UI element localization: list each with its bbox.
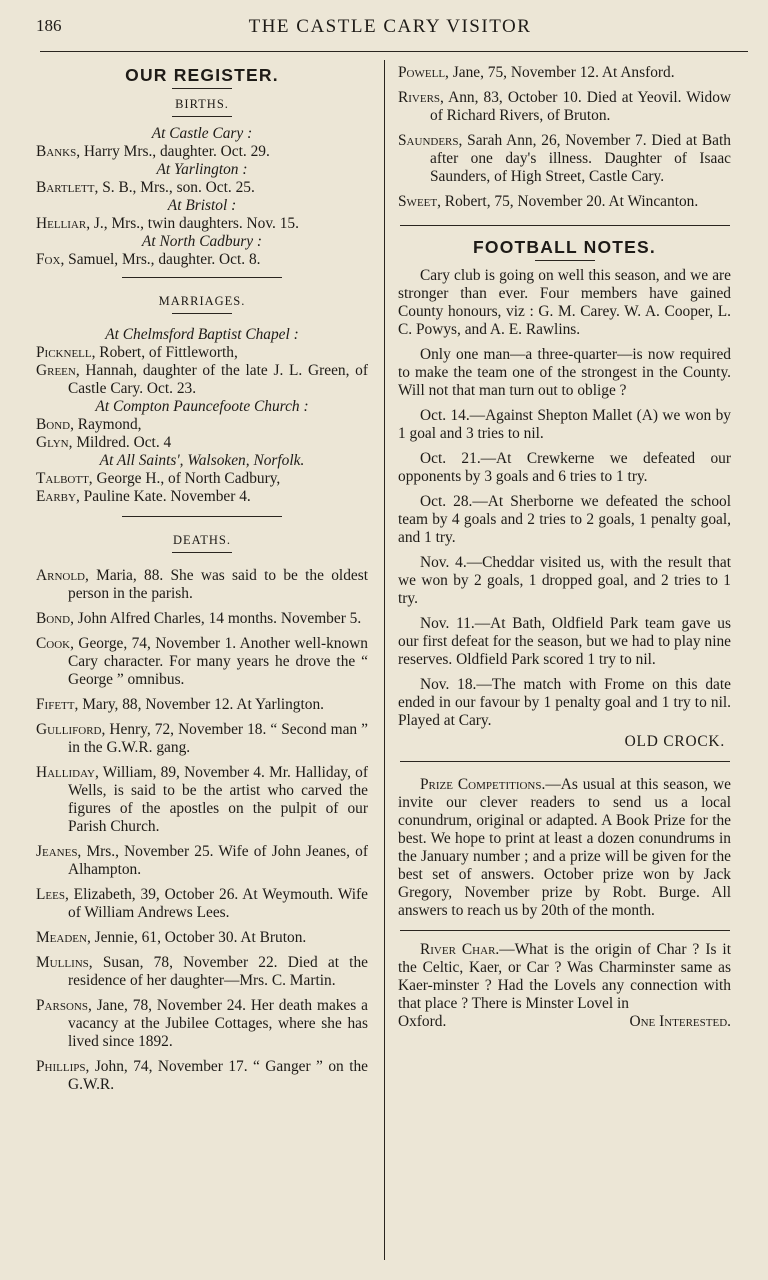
surname: Bond,	[36, 416, 74, 433]
entry-text: Robert, of Fittleworth,	[95, 344, 238, 361]
short-rule	[172, 88, 232, 89]
entry-text: Harry Mrs., daughter. Oct. 29.	[80, 143, 270, 160]
deaths-continued	[398, 64, 731, 211]
entry-text: Robert, 75, November 20. At Wincanton.	[440, 193, 699, 210]
marriage-entry	[36, 488, 368, 506]
death-entry	[36, 567, 368, 603]
page-number: 186	[36, 16, 62, 35]
column-divider	[384, 60, 385, 1260]
marriage-place: At Chelmsford Baptist Chapel :	[105, 326, 299, 343]
football-paragraph: Nov. 18.—The match with Frome on this date ended in our favour by 1 penalty goal and 1 try to nil. Played at Cary.	[398, 676, 731, 729]
surname: Cook,	[36, 635, 74, 652]
marriage-entry	[36, 362, 368, 398]
running-header	[36, 16, 744, 42]
surname: Bond,	[36, 610, 74, 627]
entry-text: John Alfred Charles, 14 months. November 5.	[73, 610, 362, 627]
entry-text: Mrs., November 25. Wife of John Jeanes, of Alhampton.	[68, 843, 368, 878]
surname: Arnold,	[36, 567, 89, 584]
death-entry	[36, 954, 368, 990]
entry-text: Maria, 88. She was said to be the oldest person in the parish.	[68, 567, 368, 602]
surname: Green,	[36, 362, 80, 379]
left-column	[36, 64, 368, 1094]
birth-entry	[36, 215, 368, 233]
entry-text: Ann, 83, October 10. Died at Yeovil. Widow of Richard Rivers, of Bruton.	[430, 89, 731, 124]
football-paragraph: Only one man—a three-quarter—is now required to make the team one of the strongest in the County. Will not that man turn out to oblige ?	[398, 346, 731, 399]
marriage-place: At Compton Pauncefoote Church :	[95, 398, 309, 415]
marriage-entry	[36, 470, 368, 488]
football-signature: OLD CROCK.	[624, 733, 725, 750]
entry-text: Henry, 72, November 18. “ Second man ” in the G.W.R. gang.	[68, 721, 368, 756]
prize-competitions	[398, 776, 731, 920]
entry-text: S. B., Mrs., son. Oct. 25.	[98, 179, 255, 196]
death-entry	[398, 132, 731, 186]
entry-text: Hannah, daughter of the late J. L. Green, of Castle Cary. Oct. 23.	[68, 362, 368, 397]
surname: Fox,	[36, 251, 65, 268]
football-paragraph: Nov. 11.—At Bath, Oldfield Park team gave us our first defeat for the season, but we had to play nine reserves. Oldfield Park scored 1 try to nil.	[398, 615, 731, 668]
marriages-heading: MARRIAGES.	[158, 294, 246, 308]
short-rule	[172, 116, 232, 117]
death-entry	[36, 610, 368, 628]
river-last-word: Oxford.	[398, 1013, 447, 1030]
short-rule	[172, 552, 232, 553]
short-rule	[535, 260, 595, 261]
entry-text: George H., of North Cadbury,	[92, 470, 281, 487]
football-paragraph: Oct. 28.—At Sherborne we defeated the school team by 4 goals and 2 tries to 2 goals, 1 penalty goal, and 1 try.	[398, 493, 731, 546]
football-paragraph: Cary club is going on well this season, and we are stronger than ever. Four members have gained County honours, viz : G. M. Carey. W. A. Cooper, L. C. Powys, and A. E. Rawlins.	[398, 267, 731, 338]
birth-place: At Yarlington :	[156, 161, 248, 178]
death-entry	[36, 764, 368, 836]
section-rule	[400, 761, 730, 762]
entry-text: Sarah Ann, 26, November 7. Died at Bath after one day's illness. Daughter of Isaac Saunders, of High Street, Castle Cary.	[430, 132, 731, 185]
entry-text: Raymond,	[73, 416, 142, 433]
births-list	[36, 125, 368, 269]
death-entry	[36, 929, 368, 947]
entry-text: Jane, 75, November 12. At Ansford.	[448, 64, 675, 81]
death-entry	[36, 635, 368, 689]
football-paragraph: Oct. 14.—Against Shepton Mallet (A) we won by 1 goal and 3 tries to nil.	[398, 407, 731, 442]
surname: Jeanes,	[36, 843, 82, 860]
river-lead: River Char.	[420, 941, 500, 958]
surname: Sweet,	[398, 193, 441, 210]
surname: Talbott,	[36, 470, 93, 487]
river-last-line	[398, 1013, 731, 1031]
surname: Glyn,	[36, 434, 73, 451]
entry-text: Jennie, 61, October 30. At Bruton.	[90, 929, 307, 946]
football-title: FOOTBALL NOTES.	[473, 237, 656, 257]
entry-text: Samuel, Mrs., daughter. Oct. 8.	[64, 251, 261, 268]
marriage-entry	[36, 416, 368, 434]
river-text: —What is the origin of Char ? Is it the Celtic, Kaer, or Car ? Was Charminster same as Kaer-minster ? Had the Lovels any connection with that place ? There is Minster Lovel in	[398, 941, 731, 1012]
entry-text: John, 74, November 17. “ Ganger ” on the G.W.R.	[68, 1058, 368, 1093]
entry-text: J., Mrs., twin daughters. Nov. 15.	[90, 215, 299, 232]
births-heading: BIRTHS.	[175, 97, 229, 111]
surname: Saunders,	[398, 132, 463, 149]
river-signature: One Interested.	[629, 1013, 731, 1030]
entry-text: Pauline Kate. November 4.	[79, 488, 251, 505]
birth-entry	[36, 251, 368, 269]
marriage-entry	[36, 344, 368, 362]
surname: Mullins,	[36, 954, 93, 971]
entry-text: William, 89, November 4. Mr. Halliday, of Wells, is said to be the artist who carved the figures of the apostles on the pulpit of our Parish Church.	[68, 764, 368, 835]
prize-text: —As usual at this season, we invite our clever readers to send us a local conundrum, original or adapted. A Book Prize for the best. We hope to print at least a dozen conundrums in the January number ; and a prize will be given for the best set of answers. October prize won by Jack Gregory, November prize by Robt. Burge. All answers to reach us by 20th of the month.	[398, 776, 731, 919]
birth-entry	[36, 143, 368, 161]
entry-text: Elizabeth, 39, October 26. At Weymouth. Wife of William Andrews Lees.	[68, 886, 368, 921]
header-rule	[40, 51, 748, 52]
surname: Fifett,	[36, 696, 79, 713]
death-entry	[36, 721, 368, 757]
death-entry	[398, 64, 731, 82]
football-notes	[398, 267, 731, 751]
death-entry	[36, 843, 368, 879]
football-paragraph: Oct. 21.—At Crewkerne we defeated our opponents by 3 goals and 6 tries to 1 try.	[398, 450, 731, 485]
surname: Gulliford,	[36, 721, 106, 738]
register-title: OUR REGISTER.	[125, 65, 279, 85]
marriages-list	[36, 326, 368, 506]
surname: Rivers,	[398, 89, 444, 106]
right-column	[398, 64, 731, 1031]
death-entry	[398, 89, 731, 125]
birth-place: At Bristol :	[167, 197, 237, 214]
marriage-place: At All Saints', Walsoken, Norfolk.	[99, 452, 305, 469]
football-paragraph: Nov. 4.—Cheddar visited us, with the result that we won by 2 goals, 1 dropped goal, and 2 tries to 1 try.	[398, 554, 731, 607]
river-char	[398, 941, 731, 1031]
short-rule	[172, 313, 232, 314]
marriage-entry	[36, 434, 368, 452]
birth-place: At North Cadbury :	[141, 233, 263, 250]
death-entry	[36, 997, 368, 1051]
section-rule	[122, 516, 282, 517]
death-entry	[36, 696, 368, 714]
surname: Meaden,	[36, 929, 91, 946]
river-paragraph	[398, 941, 731, 1013]
section-rule	[122, 277, 282, 278]
entry-text: Mildred. Oct. 4	[72, 434, 172, 451]
surname: Picknell,	[36, 344, 96, 361]
surname: Bartlett,	[36, 179, 99, 196]
death-entry	[36, 886, 368, 922]
birth-place: At Castle Cary :	[151, 125, 253, 142]
entry-text: Mary, 88, November 12. At Yarlington.	[78, 696, 325, 713]
deaths-heading: DEATHS.	[172, 533, 232, 547]
surname: Halliday,	[36, 764, 99, 781]
surname: Powell,	[398, 64, 449, 81]
surname: Banks,	[36, 143, 81, 160]
birth-entry	[36, 179, 368, 197]
surname: Phillips,	[36, 1058, 90, 1075]
surname: Helliar,	[36, 215, 91, 232]
surname: Lees,	[36, 886, 69, 903]
section-rule	[400, 225, 730, 226]
surname: Earby,	[36, 488, 80, 505]
entry-text: Susan, 78, November 22. Died at the residence of her daughter—Mrs. C. Martin.	[68, 954, 368, 989]
death-entry	[36, 1058, 368, 1094]
section-rule	[400, 930, 730, 931]
surname: Parsons,	[36, 997, 92, 1014]
publication-title: THE CASTLE CARY VISITOR	[248, 16, 532, 37]
deaths-list	[36, 567, 368, 1094]
prize-lead: Prize Competitions.	[420, 776, 546, 793]
entry-text: Jane, 78, November 24. Her death makes a vacancy at the Jubilee Cottages, where she has lived since 1892.	[68, 997, 368, 1050]
death-entry	[398, 193, 731, 211]
entry-text: George, 74, November 1. Another well-known Cary character. For many years he drove the “ George ” omnibus.	[68, 635, 368, 688]
